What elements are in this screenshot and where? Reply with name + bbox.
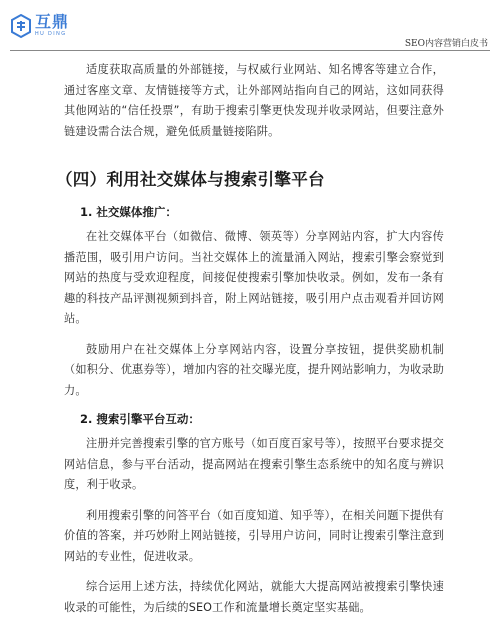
section-heading: （四）利用社交媒体与搜索引擎平台 (56, 170, 325, 189)
brand-logo (10, 14, 69, 40)
logo-mark-icon (10, 14, 32, 40)
subsection-heading-search-platform: 2. 搜索引擎平台互动： (80, 412, 200, 426)
document-body (56, 60, 444, 628)
subsection-heading-social: 1. 社交媒体推广： (80, 205, 177, 219)
logo-text-en: HU DING (35, 31, 67, 37)
logo-text-cn: 互鼎 (35, 12, 70, 31)
intro-paragraph: 适度获取高质量的外部链接，与权威行业网站、知名博客等建立合作，通过客座文章、友情链接等方式，让外部网站指向自己的网站，这如同获得其他网站的“信任投票”，有助于搜索引擎更快发现并收录网站，但要注意外链建设需合法合规，避免低质量链接陷阱。 (64, 63, 444, 138)
social-paragraph-1: 在社交媒体平台（如微信、微博、领英等）分享网站内容，扩大内容传播范围，吸引用户访问。当社交媒体上的流量涌入网站，搜索引擎会察觉到网站的热度与受欢迎程度，间接促使搜索引擎加快收录。例如，发布一条有趣的科技产品评测视频到抖音，附上网站链接，吸引用户点击观看并回访网站。 (64, 230, 444, 325)
search-platform-paragraph-1: 注册并完善搜索引擎的官方账号（如百度百家号等），按照平台要求提交网站信息，参与平台活动，提高网站在搜索引擎生态系统中的知名度与辨识度，利于收录。 (64, 437, 444, 491)
header-divider (10, 50, 490, 51)
document-title: SEO内容营销白皮书 (404, 39, 488, 49)
closing-paragraph: 综合运用上述方法，持续优化网站，就能大大提高网站被搜索引擎快速收录的可能性，为后续的SEO工作和流量增长奠定坚实基础。 (64, 580, 444, 614)
page-header (0, 0, 500, 52)
search-platform-paragraph-2: 利用搜索引擎的问答平台（如百度知道、知乎等），在相关问题下提供有价值的答案，并巧妙附上网站链接，引导用户访问，同时让搜索引擎注意到网站的专业性，促进收录。 (64, 508, 444, 563)
social-paragraph-2: 鼓励用户在社交媒体上分享网站内容，设置分享按钮，提供奖励机制（如积分、优惠券等），增加内容的社交曝光度，提升网站影响力，为收录助力。 (64, 342, 444, 397)
